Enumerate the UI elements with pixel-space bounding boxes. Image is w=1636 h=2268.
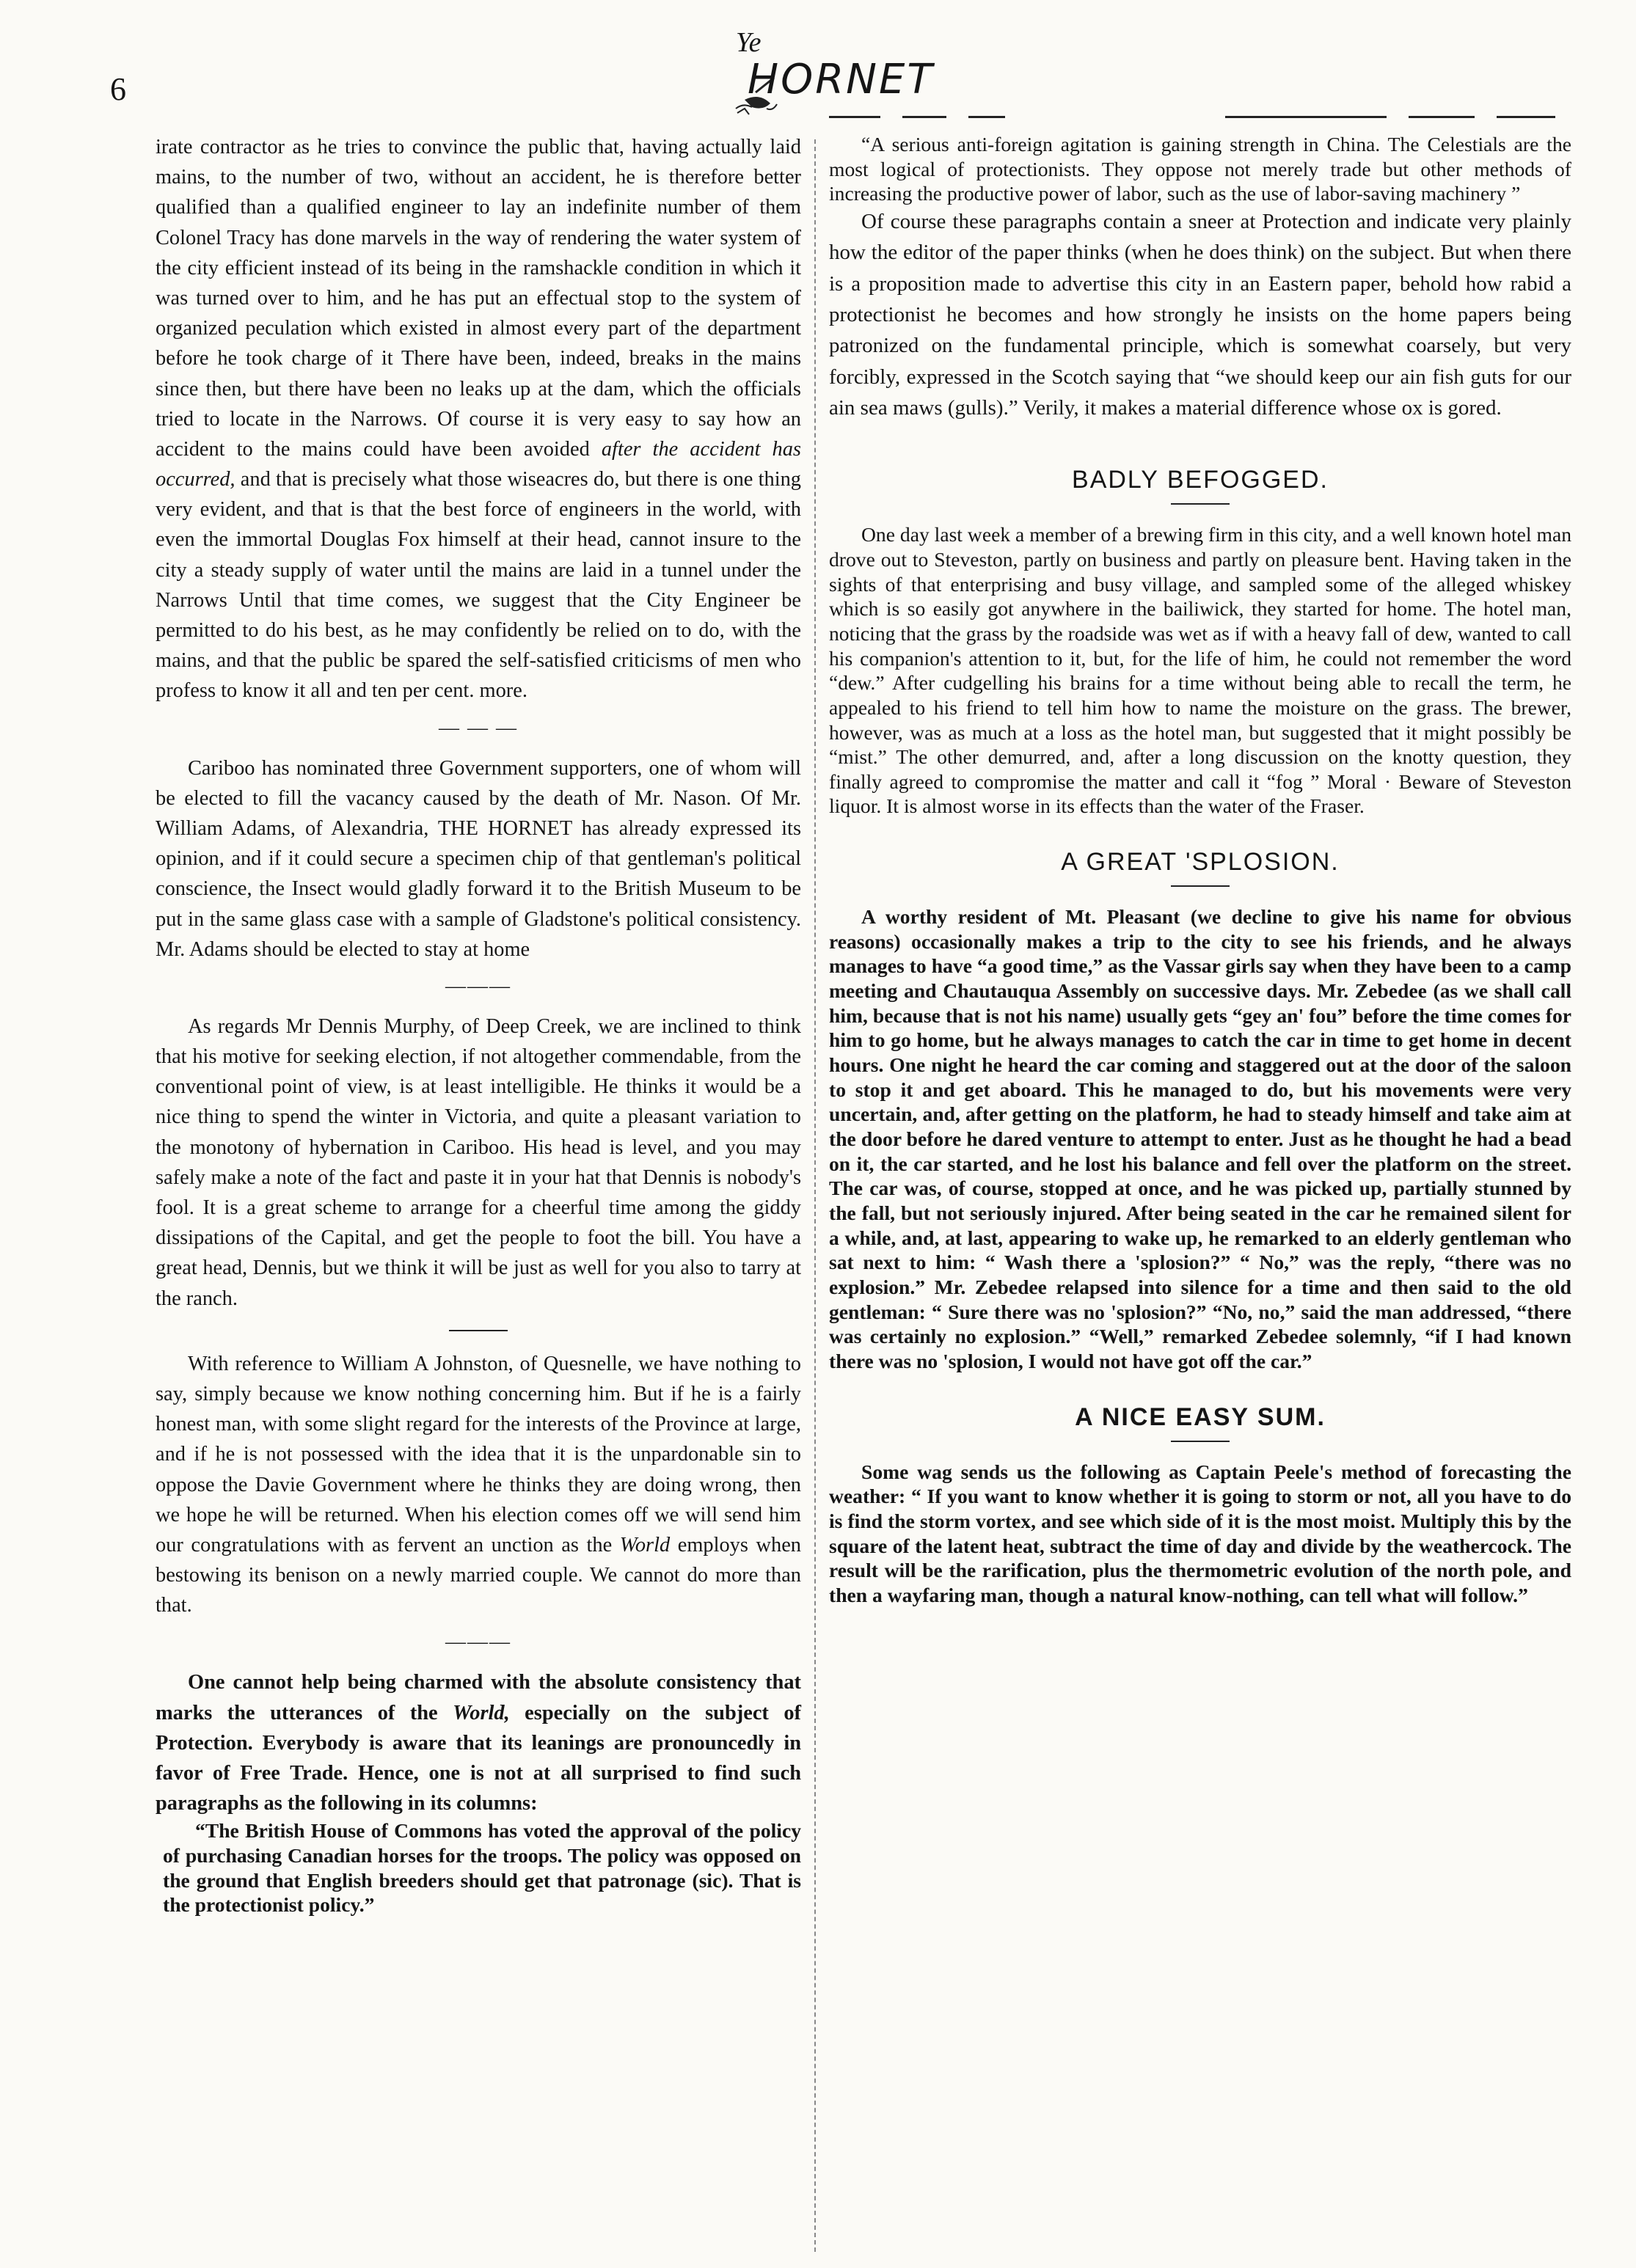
header-rule	[829, 116, 880, 118]
paragraph-italic: World	[619, 1533, 671, 1556]
article-paragraph: Cariboo has nominated three Government supporters, one of whom will be elected to fill the vacancy caused by the death of Mr. Nason. Of Mr. William Adams, of Alexandria, THE HORNET has already expressed its opinion, and if it could secure a specimen chip of that gentleman's political conscience, the Insect would gladly forward it to the British Museum to be put in the same glass case with a sample of Gladstone's political consistency. Mr. Adams should be elected to stay at home	[156, 756, 801, 961]
section-separator: ———	[445, 1631, 511, 1654]
paragraph-text: especially on the subject of Protection. Everybody is aware that its leanings are pronouncedly in favor of Free Trade. Hence, one is not at all surprised to find such paragraphs as the following in its columns:	[156, 1701, 801, 1815]
article-paragraph: Of course these paragraphs contain a sneer at Protection and indicate very plainly how the editor of the paper thinks (when he does think) on the subject. But when there is a proposition made to advertise this city in an Eastern paper, behold how rabid a protectionist he becomes and how strongly he insists on the home papers being patronized on the fundamental principle, which is somewhat coarsely, but very forcibly, expressed in the Scotch saying that “we should keep our ain fish guts for our ain sea maws (gulls).” Verily, it makes a material difference whose ox is gored.	[829, 209, 1571, 420]
header-rule	[902, 116, 946, 118]
page-number: 6	[110, 71, 126, 107]
article-paragraph	[156, 1349, 801, 1621]
paragraph-text: With reference to William A Johnston, of Quesnelle, we have nothing to say, simply because we know nothing concerning him. But if he is a fairly honest man, with some slight regard for the interests of the Province at large, and if he is not possessed with the idea that it is the unpardonable sin to oppose the Davie Government where he thinks they are doing wrong, then we hope he will be returned. When his election comes off we will send him our congratulations with as fervent an unction as the	[156, 1352, 801, 1556]
header-rule	[1225, 116, 1387, 118]
section-heading: A NICE EASY SUM.	[1075, 1402, 1326, 1431]
paragraph-italic: after the accident has occurred,	[156, 437, 801, 491]
paragraph-italic: World,	[453, 1701, 510, 1724]
article-paragraph	[156, 1667, 801, 1818]
header-rule	[968, 116, 1005, 118]
header-rule	[1497, 116, 1555, 118]
header-rule	[1409, 116, 1475, 118]
article-paragraph: A worthy resident of Mt. Pleasant (we decline to give his name for obvious reasons) occasionally makes a trip to the city to see his friends, and he always manages to have “a good time,” as the Vassar girls say when they have been to a camp meeting and Chautauqua Assembly on successive days. Mr. Zebedee (as we shall call him, because that is not his name) usually gets “gey an' fou” before the time comes for him to go home, but he always manages to catch the car in time to get home in decent hours. One night he heard the car coming and staggered out at the door of the saloon to stop it and get aboard. This he managed to do, but his movements were very uncertain, and, after getting on the platform, he had to steady himself and take aim at the door before he dared venture to attempt to enter. Just as he thought he had a bead on it, the car started, and he lost his balance and fell over the platform on the street. The car was, of course, stopped at once, and he was picked up, partially stunned by the fall, but not seriously injured. After being seated in the car he remained silent for a while, and, at last, appearing to wake up, he remarked to an elderly gentleman who sat next to him: “ Wash there a 'splosion?” “ No,” was the reply, “there was no explosion.” Mr. Zebedee relapsed into silence for a time and then said to the old gentleman: “ Sure there was no 'splosion?” “No, no,” said the man addressed, “there was certainly no explosion.” “Well,” remarked Zebedee solemnly, “if I had known there was no 'splosion, I would not have got off the car.”	[829, 905, 1571, 1372]
column-divider	[814, 139, 816, 2252]
section-separator	[1171, 503, 1230, 505]
section-heading: A GREAT 'SPLOSION.	[1061, 848, 1340, 877]
article-paragraph	[156, 132, 801, 706]
masthead-title: HORNET	[748, 56, 935, 103]
right-column	[829, 132, 1571, 1608]
section-separator	[449, 1330, 508, 1331]
paragraph-text: One cannot help being charmed with the absolute consistency that marks the utterances of the	[156, 1671, 801, 1724]
article-paragraph: Some wag sends us the following as Captain Peele's method of forecasting the weather: “ If you want to know whether it is going to storm or not, all you have to do is find the storm vortex, and see which side of it is the most moist. Multiply this by the square of the latent heat, subtract the time of day and divide by the weathercock. The result will be the rarification, plus the thermometric evolution of the north pole, and then a wayfaring man, though a natural know-nothing, can tell what will follow.”	[829, 1460, 1571, 1606]
paragraph-text: irate contractor as he tries to convince the public that, having actually laid mains, to the number of two, without an accident, he is therefore better qualified than a qualified engineer to lay an indefinite number of them Colonel Tracy has done marvels in the way of rendering the water system of the city efficient instead of its being in the ramshackle condition in which it was turned over to him, and he has put an effectual stop to the system of organized peculation which existed in almost every part of the department before he took charge of it There have been, indeed, breaks in the mains since then, but there have been no leaks up at the dam, which the officials tried to locate in the Narrows. Of course it is very easy to say how an accident to the mains could have been avoided	[156, 136, 801, 461]
section-separator	[1171, 885, 1230, 887]
section-separator	[1171, 1441, 1230, 1442]
section-separator: ———	[445, 974, 511, 998]
article-paragraph: One day last week a member of a brewing firm in this city, and a well known hotel man drove out to Steveston, partly on business and partly on pleasure bent. Having taken in the sights of that enterprising and busy village, and sampled some of the alleged whiskey which is so easily got anywhere in the bailiwick, they started for home. The hotel man, noticing that the grass by the roadside was wet as if with a heavy fall of dew, wanted to call his companion's attention to it, but, for the life of him, he could not remember the word “dew.” After cudgelling his brains for a time without being able to recall the term, he appealed to his friend to tell him how to name the moisture on the grass. The brewer, however, was as much at a loss as the hotel man, but suggested that it might possibly be “mist.” The other demurred, and, after a long discussion on the knotty question, they finally agreed to compromise the matter and call it “fog ” Moral · Beware of Steveston liquor. It is almost worse in its effects than the water of the Fraser.	[829, 523, 1571, 818]
section-heading: BADLY BEFOGGED.	[1072, 466, 1329, 494]
block-quote: “A serious anti-foreign agitation is gaining strength in China. The Celestials are the most logical of protectionists. They oppose not merely trade but other methods of increasing the productive power of labor, such as the use of labor-saving machinery ”	[829, 133, 1571, 205]
article-paragraph: As regards Mr Dennis Murphy, of Deep Creek, we are inclined to think that his motive for seeking election, if not altogether commendable, from the conventional point of view, is at least intelligible. He thinks it would be a nice thing to spend the winter in Victoria, and quite a pleasant variation to the monotony of hybernation in Cariboo. His head is level, and you may safely make a note of the fact and paste it in your hat that Dennis is nobody's fool. It is a great scheme to arrange for a cheerful time among the giddy dissipations of the Capital, and get the people to foot the bill. You have a great head, Dennis, but we think it will be just as well for you also to tarry at the ranch.	[156, 1014, 801, 1310]
masthead	[723, 26, 935, 122]
masthead-small-text: Ye	[736, 27, 762, 58]
left-column	[156, 132, 801, 1917]
section-separator: — — —	[439, 716, 518, 739]
paragraph-text: and that is precisely what those wiseacres do, but there is one thing very evident, and that is that the best force of engineers in the world, with even the immortal Douglas Fox himself at their head, cannot insure to the city a steady supply of water until the mains are laid in a tunnel under the Narrows Until that time comes, we suggest that the City Engineer be permitted to do his best, as he may confidently be relied on to do, with the mains, and that the public be spared the self-satisfied criticisms of men who profess to know it all and ten per cent. more.	[156, 468, 801, 703]
paragraph-text: employs when bestowing its benison on a newly married couple. We cannot do more than that.	[156, 1533, 801, 1617]
block-quote: “The British House of Commons has voted the approval of the policy of purchasing Canadian horses for the troops. The policy was opposed on the ground that English breeders should get that patronage (sic). That is the protectionist policy.”	[163, 1819, 801, 1917]
